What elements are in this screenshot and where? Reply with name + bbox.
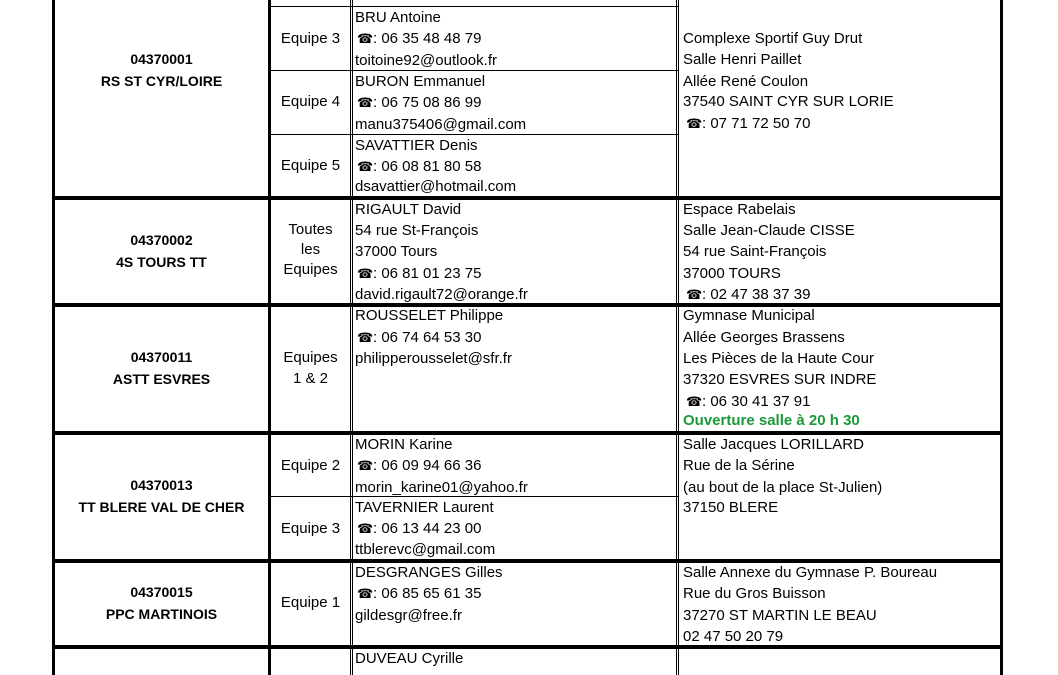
phone-icon: ☎ [357, 330, 374, 345]
venue-line: 37320 ESVRES SUR INDRE [683, 371, 877, 388]
venue-phone [686, 113, 810, 134]
team-label: Equipe 3 [280, 30, 341, 47]
club-code: 04370015 [130, 584, 193, 600]
team-label: Toutes les Equipes [283, 221, 338, 278]
team-label: Equipe 4 [280, 93, 341, 110]
club-code: 04370001 [130, 51, 193, 67]
contact-phone [357, 263, 481, 284]
team-label: Equipes 1 & 2 [283, 349, 338, 387]
venue-line: Gymnase Municipal [683, 307, 815, 324]
table-border-left [52, 0, 55, 675]
contact-email: philipperousselet@sfr.fr [355, 350, 512, 367]
venue-line: Les Pièces de la Haute Cour [683, 350, 874, 367]
venue-line: Salle Henri Paillet [683, 51, 802, 68]
club-cell [55, 229, 268, 273]
team-divider [270, 6, 678, 7]
table-border-right [1000, 0, 1003, 675]
contact-email: morin_karine01@yahoo.fr [355, 479, 528, 496]
phone-number: : 06 13 44 23 00 [373, 520, 482, 537]
club-name: TT BLERE VAL DE CHER [78, 499, 245, 515]
phone-number: : 07 71 72 50 70 [702, 115, 811, 132]
phone-number: : 06 75 08 86 99 [373, 94, 482, 111]
venue-line: 37540 SAINT CYR SUR LORIE [683, 93, 894, 110]
contact-name: RIGAULT David [355, 201, 462, 218]
column-divider [676, 0, 677, 675]
phone-icon: ☎ [357, 31, 374, 46]
phone-icon: ☎ [357, 266, 374, 281]
contact-name: SAVATTIER Denis [355, 137, 478, 154]
phone-icon: ☎ [686, 287, 703, 302]
venue-note: Ouverture salle à 20 h 30 [683, 412, 860, 429]
phone-number: : 06 81 01 23 75 [373, 265, 482, 282]
phone-icon: ☎ [357, 159, 374, 174]
club-cell [55, 474, 268, 518]
venue-line: 54 rue Saint-François [683, 243, 827, 260]
phone-icon: ☎ [357, 95, 374, 110]
contact-address: 54 rue St-François [355, 222, 479, 239]
team-label: Equipe 5 [280, 157, 341, 174]
venue-line: 37270 ST MARTIN LE BEAU [683, 607, 877, 624]
phone-icon: ☎ [686, 394, 703, 409]
phone-icon: ☎ [357, 458, 374, 473]
phone-icon: ☎ [686, 116, 703, 131]
venue-line: 02 47 50 20 79 [683, 628, 784, 645]
contact-email: manu375406@gmail.com [355, 116, 527, 133]
column-divider [352, 0, 353, 675]
club-name: 4S TOURS TT [116, 254, 207, 270]
contact-phone [357, 28, 481, 49]
venue-line: Allée René Coulon [683, 73, 809, 90]
contact-name: DESGRANGES Gilles [355, 564, 503, 581]
phone-icon: ☎ [357, 521, 374, 536]
club-code: 04370002 [130, 232, 193, 248]
contact-name: TAVERNIER Laurent [355, 499, 494, 516]
contact-phone [357, 455, 481, 476]
contact-phone [357, 156, 481, 177]
contact-name: MORIN Karine [355, 436, 453, 453]
phone-icon: ☎ [357, 586, 374, 601]
venue-phone [686, 284, 810, 305]
phone-number: : 06 35 48 48 79 [373, 30, 482, 47]
phone-number: : 06 85 65 61 35 [373, 585, 482, 602]
team-label: Equipe 2 [280, 457, 341, 474]
club-name: RS ST CYR/LOIRE [100, 73, 223, 89]
venue-line: Salle Annexe du Gymnase P. Boureau [683, 564, 938, 581]
venue-line: Salle Jacques LORILLARD [683, 436, 864, 453]
contact-name: BURON Emmanuel [355, 73, 486, 90]
club-divider [52, 645, 1003, 649]
contact-phone [357, 92, 481, 113]
column-divider [678, 0, 679, 675]
contact-name: BRU Antoine [355, 9, 441, 26]
contact-email: david.rigault72@orange.fr [355, 286, 528, 303]
venue-line: 37000 TOURS [683, 265, 781, 282]
contact-email: toitoine92@outlook.fr [355, 52, 497, 69]
club-name: ASTT ESVRES [112, 371, 211, 387]
club-cell [55, 48, 268, 92]
venue-line: Rue de la Sérine [683, 457, 795, 474]
column-divider [350, 0, 351, 675]
contact-name: ROUSSELET Philippe [355, 307, 504, 324]
venue-line: (au bout de la place St-Julien) [683, 479, 883, 496]
contact-phone [357, 518, 481, 539]
contact-email: ttblerevc@gmail.com [355, 541, 496, 558]
club-divider [52, 196, 1003, 200]
venue-line: Allée Georges Brassens [683, 329, 845, 346]
team-label: Equipe 1 [280, 594, 341, 611]
club-code: 04370011 [130, 349, 193, 365]
contact-phone [357, 327, 481, 348]
venue-line: Salle Jean-Claude CISSE [683, 222, 855, 239]
club-cell [55, 581, 268, 625]
phone-number: : 06 09 94 66 36 [373, 457, 482, 474]
contact-name: DUVEAU Cyrille [355, 650, 464, 667]
phone-number: : 06 30 41 37 91 [702, 393, 811, 410]
venue-line: 37150 BLERE [683, 499, 779, 516]
contact-address: 37000 Tours [355, 243, 438, 260]
team-label: Equipe 3 [280, 520, 341, 537]
venue-line: Complexe Sportif Guy Drut [683, 30, 863, 47]
club-name: PPC MARTINOIS [105, 606, 218, 622]
phone-number: : 06 74 64 53 30 [373, 329, 482, 346]
contact-email-partial [355, 0, 359, 6]
venue-line: Espace Rabelais [683, 201, 796, 218]
phone-number: : 06 08 81 80 58 [373, 158, 482, 175]
club-cell [55, 346, 268, 390]
venue-phone [686, 391, 810, 412]
contact-email: dsavattier@hotmail.com [355, 178, 517, 195]
phone-number: : 02 47 38 37 39 [702, 286, 811, 303]
contact-email: gildesgr@free.fr [355, 607, 462, 624]
venue-line: Rue du Gros Buisson [683, 585, 826, 602]
club-code: 04370013 [130, 477, 193, 493]
contact-phone [357, 583, 481, 604]
